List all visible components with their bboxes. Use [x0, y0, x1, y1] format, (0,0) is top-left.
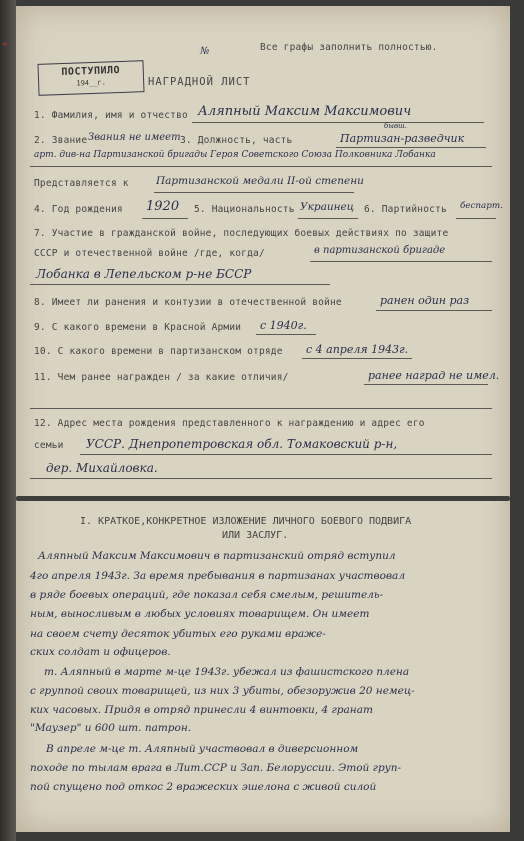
field-address-value-2: дер. Михайловка.	[46, 461, 158, 475]
document-title: НАГРАДНОЙ ЛИСТ	[148, 76, 251, 88]
narrative-line: походе по тылам врага в Лит.ССР и Зап. Белоруссии. Этой груп-	[30, 762, 402, 774]
narrative-line: "Маузер" и 600 шт. патрон.	[30, 722, 192, 734]
underline-position-2	[30, 166, 492, 167]
field-army-label: 9. С какого времени в Красной Армии	[34, 322, 242, 333]
field-name-value: Аляпный Максим Максимович	[198, 104, 412, 119]
narrative-line: пой спущено под откос 2 вражеских эшелона с живой силой	[30, 781, 377, 793]
field-rank-value: Звания не имеет	[88, 132, 181, 143]
field-position-value: Партизан-разведчик	[340, 132, 465, 145]
section-divider-bar	[16, 496, 510, 501]
instruction-text: Все графы заполнить полностью.	[260, 42, 438, 53]
field-position-label: 3. Должность, часть	[180, 135, 293, 146]
field-party-value: беспарт.	[460, 201, 503, 211]
presented-label: Представляется к	[34, 178, 129, 189]
field-address-value-1: УССР. Днепропетровская обл. Томаковский р-н,	[86, 437, 398, 451]
underline-nationality	[298, 218, 358, 219]
underline-address-2	[30, 478, 492, 479]
received-stamp: ПОСТУПИЛО 194__г.	[37, 60, 144, 96]
field-birthyear-value: 1920	[146, 199, 180, 214]
field-wounds-value: ранен один раз	[380, 294, 470, 307]
field-address-label-2: семьи	[34, 440, 64, 451]
award-sheet	[16, 6, 510, 832]
underline-party	[456, 218, 496, 219]
field-position-super: бывш.	[384, 122, 407, 130]
underline-address-1	[80, 454, 492, 455]
edge-mark: ≈	[2, 40, 8, 50]
field-address-label: 12. Адрес места рождения представленного к награждению и адрес его	[34, 418, 425, 429]
field-awards-label: 11. Чем ранее награжден / за какие отличия/	[34, 372, 289, 383]
underline-name	[192, 122, 484, 123]
underline-war-1	[310, 261, 492, 262]
underline-war-2	[30, 284, 330, 285]
narrative-line: ких часовых. Придя в отряд принесли 4 винтовки, 4 гранат	[30, 704, 373, 716]
field-wounds-label: 8. Имеет ли ранения и контузии в отечественной войне	[34, 297, 342, 308]
field-partisan-value: с 4 апреля 1943г.	[306, 343, 409, 356]
field-nationality-label: 5. Национальность	[194, 204, 295, 215]
narrative-line: на своем счету десяток убитых его руками враже-	[30, 628, 326, 640]
narrative-line: т. Аляпный в марте м-це 1943г. убежал из фашистского плена	[44, 666, 410, 678]
narrative-line: в ряде боевых операций, где показал себя смелым, решитель-	[30, 589, 384, 601]
underline-army	[256, 334, 316, 335]
field-partisan-label: 10. С какого времени в партизанском отряде	[34, 346, 283, 357]
narrative-line: ным, выносливым в любых условиях товарищем. Он имеет	[30, 608, 370, 620]
section-heading-1: I. КРАТКОЕ,КОНКРЕТНОЕ ИЗЛОЖЕНИЕ ЛИЧНОГО БОЕВОГО ПОДВИГА	[80, 516, 412, 527]
field-name-label: 1. Фамилия, имя и отчество	[34, 110, 188, 121]
field-war-value-1: в партизанской бригаде	[314, 245, 446, 256]
presented-value: Партизанской медали II-ой степени	[156, 175, 364, 187]
underline-presented	[154, 192, 354, 193]
narrative-line: Аляпный Максим Максимович в партизанский отряд вступил	[38, 550, 396, 562]
field-war-label-2: СССР и отечественной войне /где, когда/	[34, 248, 265, 259]
narrative-line: В апреле м-це т. Аляпный участвовал в диверсионном	[46, 743, 359, 755]
field-birthyear-label: 4. Год рождения	[34, 204, 123, 215]
underline-partisan	[302, 358, 412, 359]
narrative-line: с группой своих товарищей, из них 3 убиты, обезоружив 20 немец-	[30, 685, 415, 697]
underline-position	[336, 147, 486, 148]
field-nationality-value: Украинец	[300, 201, 355, 213]
field-position-continued: арт. див-на Партизанской бригады Героя Советского Союза Полковника Лобанка	[34, 150, 436, 160]
narrative-line: 4го апреля 1943г. За время пребывания в партизанах участвовал	[30, 570, 406, 582]
underline-birthyear	[142, 218, 188, 219]
underline-wounds	[376, 310, 492, 311]
section-heading-2: ИЛИ ЗАСЛУГ.	[222, 530, 289, 541]
field-war-value-2: Лобанка в Лепельском р-не БССР	[36, 267, 252, 281]
divider-line	[30, 408, 492, 409]
narrative-line: ских солдат и офицеров.	[30, 646, 171, 658]
field-army-value: с 1940г.	[260, 319, 307, 332]
underline-awards	[364, 384, 488, 385]
document-number-mark: №	[200, 46, 210, 57]
field-war-label-1: 7. Участие в гражданской войне, последующих боевых действиях по защите	[34, 228, 449, 239]
scan-left-edge	[0, 0, 16, 841]
field-awards-value: ранее наград не имел.	[368, 369, 500, 382]
field-party-label: 6. Партийность	[364, 204, 447, 215]
field-rank-label: 2. Звание	[34, 135, 88, 146]
